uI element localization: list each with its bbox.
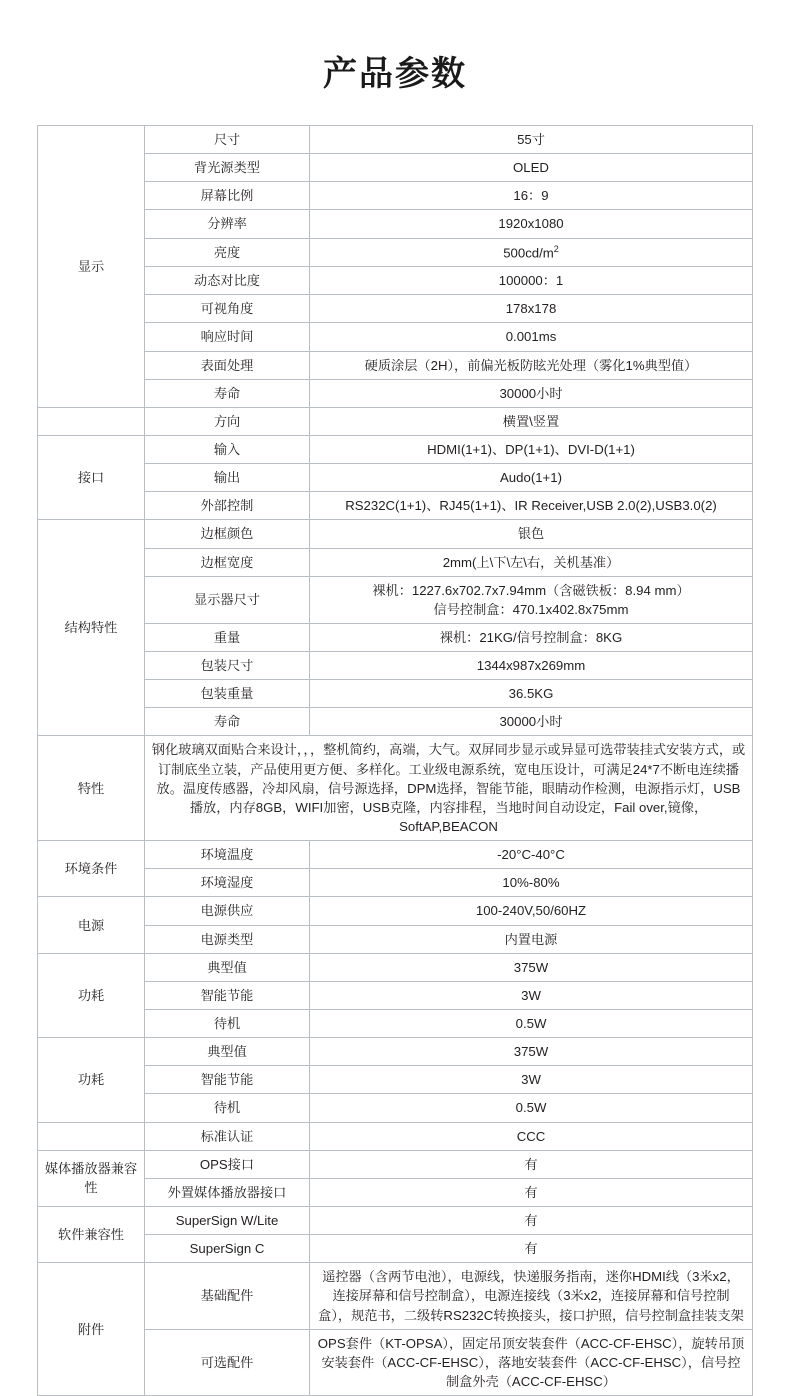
spec-name: 可视角度 <box>145 295 310 323</box>
spec-value: 55寸 <box>310 126 753 154</box>
spec-value: 有 <box>310 1207 753 1235</box>
table-row <box>38 841 753 869</box>
spec-value: 内置电源 <box>310 925 753 953</box>
spec-value: 2mm(上\下\左\右，关机基准） <box>310 548 753 576</box>
table-row <box>38 351 753 379</box>
category-power: 电源 <box>38 897 145 953</box>
spec-value: 16：9 <box>310 182 753 210</box>
spec-name: 可选配件 <box>145 1329 310 1395</box>
category-interface: 接口 <box>38 435 145 519</box>
spec-name: 分辨率 <box>145 210 310 238</box>
table-row <box>38 295 753 323</box>
table-row <box>38 492 753 520</box>
category-consumption-1: 功耗 <box>38 953 145 1037</box>
table-row <box>38 736 753 841</box>
spec-value: 银色 <box>310 520 753 548</box>
spec-value <box>310 576 753 623</box>
spec-name: 环境温度 <box>145 841 310 869</box>
spec-name: 表面处理 <box>145 351 310 379</box>
table-row <box>38 623 753 651</box>
spec-value: 100-240V,50/60HZ <box>310 897 753 925</box>
table-row <box>38 1178 753 1206</box>
spec-value: 有 <box>310 1235 753 1263</box>
spec-name: 显示器尺寸 <box>145 576 310 623</box>
table-row <box>38 379 753 407</box>
spec-value: 1920x1080 <box>310 210 753 238</box>
spec-value: OPS套件（KT-OPSA），固定吊顶安装套件（ACC-CF-EHSC），旋转吊顶安装套件（ACC-CF-EHSC），落地安装套件（ACC-CF-EHSC），信号控制盒外壳（ACC-CF-EHSC） <box>310 1329 753 1395</box>
table-row <box>38 126 753 154</box>
table-row <box>38 548 753 576</box>
spec-value: 1344x987x269mm <box>310 652 753 680</box>
spec-name: 外部控制 <box>145 492 310 520</box>
spec-name: 边框宽度 <box>145 548 310 576</box>
table-row <box>38 323 753 351</box>
table-row <box>38 435 753 463</box>
spec-name: 智能节能 <box>145 1066 310 1094</box>
table-row <box>38 897 753 925</box>
spec-value: OLED <box>310 154 753 182</box>
table-row <box>38 1263 753 1329</box>
table-row <box>38 520 753 548</box>
table-row <box>38 981 753 1009</box>
spec-value-line1: 裸机：1227.6x702.7x7.94mm（含磁铁板：8.94 mm） <box>372 582 690 598</box>
spec-value: 30000小时 <box>310 379 753 407</box>
table-row <box>38 953 753 981</box>
table-row <box>38 708 753 736</box>
spec-value-line2: 信号控制盒：470.1x402.8x75mm <box>433 601 629 617</box>
spec-name: 亮度 <box>145 238 310 267</box>
table-row <box>38 407 753 435</box>
spec-name: 环境湿度 <box>145 869 310 897</box>
category-features: 特性 <box>38 736 145 841</box>
table-row <box>38 1010 753 1038</box>
table-row <box>38 925 753 953</box>
spec-name: 待机 <box>145 1094 310 1122</box>
spec-name: OPS接口 <box>145 1150 310 1178</box>
spec-value: Audo(1+1) <box>310 464 753 492</box>
spec-name: SuperSign W/Lite <box>145 1207 310 1235</box>
category-structure: 结构特性 <box>38 520 145 736</box>
spec-value: 有 <box>310 1150 753 1178</box>
category-media-player: 媒体播放器兼容性 <box>38 1150 145 1206</box>
table-row <box>38 267 753 295</box>
spec-name: 典型值 <box>145 1038 310 1066</box>
spec-name: 智能节能 <box>145 981 310 1009</box>
spec-name: 待机 <box>145 1010 310 1038</box>
table-row <box>38 1235 753 1263</box>
table-row <box>38 680 753 708</box>
spec-value: 3W <box>310 1066 753 1094</box>
table-row <box>38 1066 753 1094</box>
spec-value: 3W <box>310 981 753 1009</box>
spec-value: 有 <box>310 1178 753 1206</box>
spec-value: 0.5W <box>310 1010 753 1038</box>
category-consumption-2: 功耗 <box>38 1038 145 1122</box>
table-row <box>38 182 753 210</box>
spec-name: 寿命 <box>145 379 310 407</box>
table-row <box>38 464 753 492</box>
table-row <box>38 238 753 267</box>
category-empty-2 <box>38 1122 145 1150</box>
spec-value: -20°C-40°C <box>310 841 753 869</box>
spec-name: 方向 <box>145 407 310 435</box>
table-row <box>38 1094 753 1122</box>
spec-value: 36.5KG <box>310 680 753 708</box>
spec-table <box>37 125 753 1396</box>
spec-name: SuperSign C <box>145 1235 310 1263</box>
table-row <box>38 1150 753 1178</box>
spec-name: 包装尺寸 <box>145 652 310 680</box>
spec-name: 背光源类型 <box>145 154 310 182</box>
spec-name: 响应时间 <box>145 323 310 351</box>
spec-value: HDMI(1+1)、DP(1+1)、DVI-D(1+1) <box>310 435 753 463</box>
spec-name: 输入 <box>145 435 310 463</box>
spec-name: 电源类型 <box>145 925 310 953</box>
spec-value: 0.5W <box>310 1094 753 1122</box>
spec-value: 0.001ms <box>310 323 753 351</box>
spec-name: 外置媒体播放器接口 <box>145 1178 310 1206</box>
category-environment: 环境条件 <box>38 841 145 897</box>
table-row <box>38 210 753 238</box>
spec-name: 重量 <box>145 623 310 651</box>
table-row <box>38 652 753 680</box>
spec-value: 遥控器（含两节电池），电源线，快递服务指南，迷你HDMI线（3米x2，连接屏幕和信号控制盒），电源连接线（3米x2，连接屏幕和信号控制盒），规范书，二级转RS232C转换接头，接口护照，信号控制盒挂装支架 <box>310 1263 753 1329</box>
category-display: 显示 <box>38 126 145 408</box>
page-title: 产品参数 <box>323 55 467 93</box>
spec-value: 30000小时 <box>310 708 753 736</box>
spec-name: 电源供应 <box>145 897 310 925</box>
spec-value: 硬质涂层（2H），前偏光板防眩光处理（雾化1%典型值） <box>310 351 753 379</box>
spec-value: 100000：1 <box>310 267 753 295</box>
spec-value: 375W <box>310 1038 753 1066</box>
table-row <box>38 1038 753 1066</box>
spec-name: 尺寸 <box>145 126 310 154</box>
spec-value: 375W <box>310 953 753 981</box>
table-row <box>38 1329 753 1395</box>
spec-value: CCC <box>310 1122 753 1150</box>
spec-name: 标准认证 <box>145 1122 310 1150</box>
features-text: 钢化玻璃双面贴合来设计，，，整机简约，高端，大气。双屏同步显示或异显可选带装挂式安装方式，或订制底坐立装，产品使用更方便、多样化。工业级电源系统，宽电压设计，可满足24*7不断电连续播放。温度传感器，冷却风扇，信号源选择，DPM选择，智能节能，眼睛动作检测，电源指示灯，USB播放，内存8GB，WIFI加密，USB克隆，内容排程，当地时间自动设定，Fail over,镜像，SoftAP,BEACON <box>145 736 753 841</box>
spec-value: RS232C(1+1)、RJ45(1+1)、IR Receiver,USB 2.0(2),USB3.0(2) <box>310 492 753 520</box>
spec-name: 寿命 <box>145 708 310 736</box>
spec-value: 178x178 <box>310 295 753 323</box>
table-row <box>38 576 753 623</box>
table-row <box>38 154 753 182</box>
spec-name: 屏幕比例 <box>145 182 310 210</box>
spec-name: 基础配件 <box>145 1263 310 1329</box>
spec-name: 动态对比度 <box>145 267 310 295</box>
table-row <box>38 1207 753 1235</box>
spec-name: 包装重量 <box>145 680 310 708</box>
table-row <box>38 1122 753 1150</box>
spec-value: 横置\竖置 <box>310 407 753 435</box>
category-accessories: 附件 <box>38 1263 145 1396</box>
spec-value: 10%-80% <box>310 869 753 897</box>
category-empty <box>38 407 145 435</box>
spec-name: 边框颜色 <box>145 520 310 548</box>
spec-name: 典型值 <box>145 953 310 981</box>
spec-value: 裸机：21KG/信号控制盒：8KG <box>310 623 753 651</box>
spec-name: 输出 <box>145 464 310 492</box>
spec-value: $500cd/m^2$ <box>310 238 753 267</box>
category-software: 软件兼容性 <box>38 1207 145 1263</box>
table-row <box>38 869 753 897</box>
